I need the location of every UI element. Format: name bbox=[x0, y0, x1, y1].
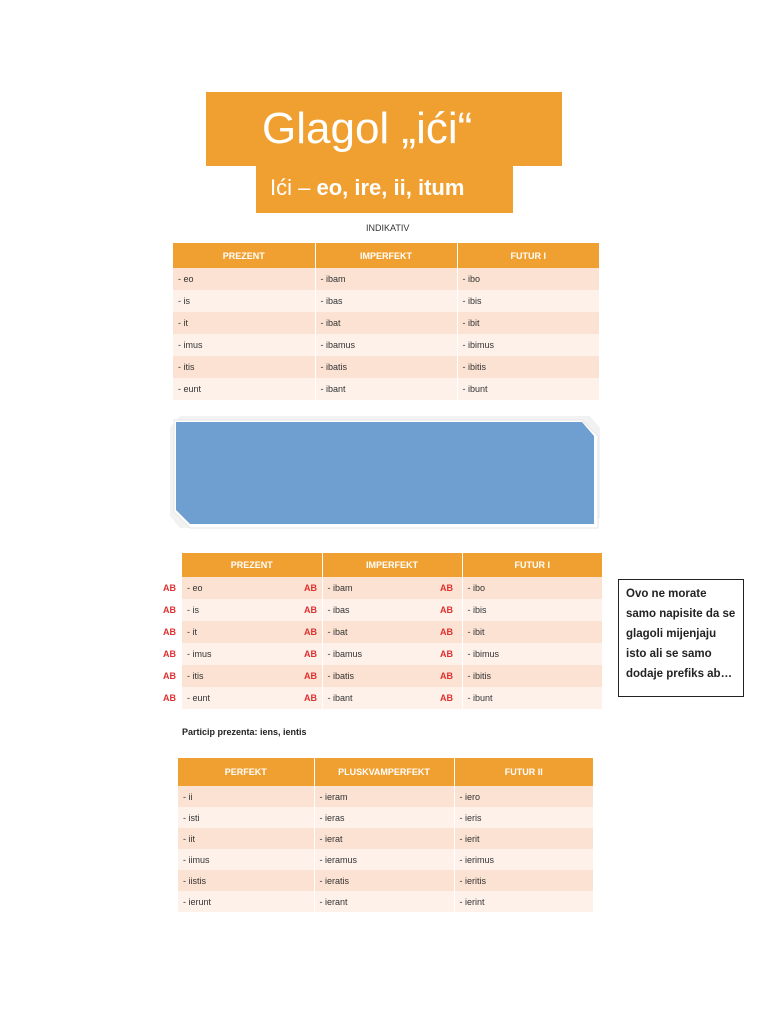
column-header: IMPERFEKT bbox=[315, 243, 457, 268]
ab-prefix-label: AB bbox=[163, 605, 176, 615]
table-row bbox=[182, 599, 602, 621]
table-cell: - ibas bbox=[322, 599, 462, 621]
perfect-tenses-table bbox=[178, 758, 593, 912]
table-cell: - ibitis bbox=[457, 356, 599, 378]
table-row bbox=[173, 334, 599, 356]
ab-prefix-label: AB bbox=[440, 671, 453, 681]
table-cell: - ibat bbox=[322, 621, 462, 643]
table-cell: - ieras bbox=[314, 807, 454, 828]
table-cell: - ierant bbox=[314, 891, 454, 912]
table-cell: - itis bbox=[182, 665, 322, 687]
table-row bbox=[182, 665, 602, 687]
participle-note: Particip prezenta: iens, ientis bbox=[182, 727, 307, 737]
section-label: INDIKATIV bbox=[366, 223, 410, 233]
table-cell: - ibam bbox=[315, 268, 457, 290]
table-cell: - ibo bbox=[457, 268, 599, 290]
table-cell: - ibatis bbox=[315, 356, 457, 378]
table-cell: - ierimus bbox=[454, 849, 593, 870]
table-cell: - ibatis bbox=[322, 665, 462, 687]
table-row bbox=[173, 268, 599, 290]
table-cell: - ibit bbox=[457, 312, 599, 334]
ab-prefix-label: AB bbox=[440, 583, 453, 593]
table-cell: - ibis bbox=[462, 599, 602, 621]
table-cell: - ibit bbox=[462, 621, 602, 643]
ab-prefix-label: AB bbox=[163, 627, 176, 637]
note-callout-box bbox=[618, 579, 744, 697]
ab-prefix-label: AB bbox=[440, 627, 453, 637]
table-row bbox=[173, 356, 599, 378]
ab-prefix-label: AB bbox=[304, 671, 317, 681]
table-cell: - iistis bbox=[178, 870, 314, 891]
table-row bbox=[178, 870, 593, 891]
table-cell: - ibamus bbox=[322, 643, 462, 665]
ab-prefix-label: AB bbox=[440, 693, 453, 703]
table-cell: - ibant bbox=[315, 378, 457, 400]
table-cell: - ieratis bbox=[314, 870, 454, 891]
table-cell: - ibitis bbox=[462, 665, 602, 687]
table-cell: - itis bbox=[173, 356, 315, 378]
ab-prefix-label: AB bbox=[163, 583, 176, 593]
table-cell: - ibo bbox=[462, 577, 602, 599]
table-row bbox=[178, 891, 593, 912]
table-row bbox=[178, 786, 593, 807]
present-tenses-table bbox=[173, 243, 599, 400]
table-row bbox=[173, 312, 599, 334]
table-cell: - ierunt bbox=[178, 891, 314, 912]
ab-prefix-label: AB bbox=[440, 605, 453, 615]
table-cell: - ieramus bbox=[314, 849, 454, 870]
column-header: PLUSKVAMPERFEKT bbox=[314, 758, 454, 786]
table-row bbox=[182, 621, 602, 643]
column-header: PERFEKT bbox=[178, 758, 314, 786]
subtitle-forms: eo, ire, ii, itum bbox=[316, 175, 465, 200]
table-row bbox=[178, 849, 593, 870]
table-row bbox=[173, 378, 599, 400]
ab-prefix-label: AB bbox=[304, 649, 317, 659]
table-cell: - isti bbox=[178, 807, 314, 828]
table-row bbox=[182, 687, 602, 709]
table-cell: - ieris bbox=[454, 807, 593, 828]
column-header: PREZENT bbox=[182, 553, 322, 577]
table-cell: - eunt bbox=[182, 687, 322, 709]
table-cell: - ibat bbox=[315, 312, 457, 334]
table-cell: - imus bbox=[182, 643, 322, 665]
table-cell: - ii bbox=[178, 786, 314, 807]
column-header: FUTUR II bbox=[454, 758, 593, 786]
column-header: FUTUR I bbox=[457, 243, 599, 268]
column-header: FUTUR I bbox=[462, 553, 602, 577]
table-cell: - ibant bbox=[322, 687, 462, 709]
table-cell: - ierat bbox=[314, 828, 454, 849]
table-cell: - it bbox=[173, 312, 315, 334]
table-cell: - is bbox=[173, 290, 315, 312]
ab-prefix-label: AB bbox=[163, 693, 176, 703]
table-cell: - ibas bbox=[315, 290, 457, 312]
table-cell: - it bbox=[182, 621, 322, 643]
table-cell: - is bbox=[182, 599, 322, 621]
table-cell: - ibunt bbox=[457, 378, 599, 400]
page-title: Glagol „ići“ bbox=[262, 104, 473, 153]
table-cell: - ieram bbox=[314, 786, 454, 807]
table-cell: - ibimus bbox=[457, 334, 599, 356]
table-cell: - imus bbox=[173, 334, 315, 356]
ab-prefix-label: AB bbox=[304, 605, 317, 615]
table-cell: - ieritis bbox=[454, 870, 593, 891]
ab-prefix-label: AB bbox=[304, 693, 317, 703]
table-cell: - ierint bbox=[454, 891, 593, 912]
table-cell: - iit bbox=[178, 828, 314, 849]
table-cell: - ibunt bbox=[462, 687, 602, 709]
subtitle-prefix: Ići – bbox=[270, 175, 317, 200]
table-cell: - iimus bbox=[178, 849, 314, 870]
table-row bbox=[173, 290, 599, 312]
ab-prefix-label: AB bbox=[304, 627, 317, 637]
table-cell: - ibimus bbox=[462, 643, 602, 665]
blue-placeholder-shape bbox=[164, 410, 604, 536]
ab-prefix-label: AB bbox=[304, 583, 317, 593]
column-header: IMPERFEKT bbox=[322, 553, 462, 577]
table-cell: - eo bbox=[173, 268, 315, 290]
table-cell: - ibam bbox=[322, 577, 462, 599]
table-cell: - eo bbox=[182, 577, 322, 599]
table-cell: - ibamus bbox=[315, 334, 457, 356]
blue-rectangle bbox=[176, 422, 594, 524]
table-cell: - ibis bbox=[457, 290, 599, 312]
ab-prefix-label: AB bbox=[163, 649, 176, 659]
ab-prefix-label: AB bbox=[440, 649, 453, 659]
ab-prefix-label: AB bbox=[163, 671, 176, 681]
column-header: PREZENT bbox=[173, 243, 315, 268]
table-cell: - ierit bbox=[454, 828, 593, 849]
prefixed-present-tenses-table bbox=[182, 553, 602, 709]
table-row bbox=[178, 807, 593, 828]
note-text: Ovo ne morate samo napisite da se glagoli mijenjaju isto ali se samo dodaje prefiks ab… bbox=[626, 588, 736, 680]
table-row bbox=[182, 643, 602, 665]
table-row bbox=[182, 577, 602, 599]
table-cell: - eunt bbox=[173, 378, 315, 400]
subtitle bbox=[270, 172, 464, 204]
table-row bbox=[178, 828, 593, 849]
table-cell: - iero bbox=[454, 786, 593, 807]
